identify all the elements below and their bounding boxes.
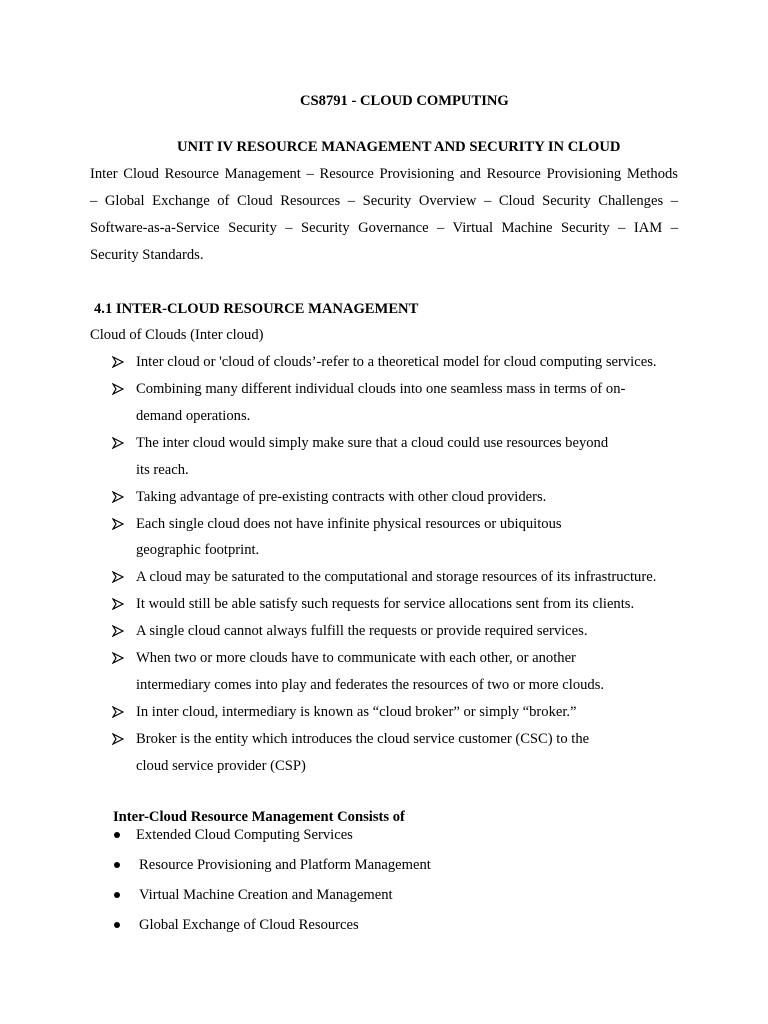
section-heading: 4.1 INTER-CLOUD RESOURCE MANAGEMENT (94, 301, 419, 317)
list-item: It would still be able satisfy such requests for service allocations sent from its clients. (136, 596, 635, 612)
bullet-dot-icon (114, 892, 120, 898)
list-item: A single cloud cannot always fulfill the requests or provide required services. (136, 623, 588, 639)
arrow-bullet-icon (112, 353, 126, 371)
list-item: When two or more clouds have to communicate with each other, or another (136, 650, 576, 666)
bullet-dot-icon (114, 922, 120, 928)
arrow-bullet-icon (112, 622, 126, 640)
bullet-dot-icon (114, 862, 120, 868)
list-item-continuation: geographic footprint. (136, 542, 260, 558)
course-title: CS8791 - CLOUD COMPUTING (300, 93, 509, 109)
list-item: Combining many different individual clouds into one seamless mass in terms of on- (136, 381, 626, 397)
subheading: Cloud of Clouds (Inter cloud) (90, 327, 264, 343)
list-item: In inter cloud, intermediary is known as “cloud broker” or simply “broker.” (136, 704, 577, 720)
arrow-bullet-icon (112, 703, 126, 721)
list-item: Inter cloud or 'cloud of clouds’-refer to a theoretical model for cloud computing services. (136, 354, 657, 370)
syllabus-line: Security Standards. (90, 247, 204, 263)
list-item-continuation: intermediary comes into play and federates the resources of two or more clouds. (136, 677, 605, 693)
arrow-bullet-icon (112, 595, 126, 613)
list-item-continuation: its reach. (136, 462, 189, 478)
syllabus-line: Software-as-a-Service Security – Security Governance – Virtual Machine Security – IAM – (90, 220, 678, 236)
arrow-bullet-icon (112, 649, 126, 667)
list-item: Taking advantage of pre-existing contracts with other cloud providers. (136, 489, 547, 505)
bullet-dot-icon (114, 832, 120, 838)
list-item: Virtual Machine Creation and Management (139, 887, 393, 903)
arrow-bullet-icon (112, 380, 126, 398)
list-item-continuation: cloud service provider (CSP) (136, 758, 306, 774)
list-item: A cloud may be saturated to the computational and storage resources of its infrastructure. (136, 569, 657, 585)
arrow-bullet-icon (112, 434, 126, 452)
arrow-bullet-icon (112, 730, 126, 748)
syllabus-line: – Global Exchange of Cloud Resources – Security Overview – Cloud Security Challenges – (90, 193, 678, 209)
list-item: Broker is the entity which introduces the cloud service customer (CSC) to the (136, 731, 590, 747)
list-item: The inter cloud would simply make sure that a cloud could use resources beyond (136, 435, 609, 451)
list-item: Resource Provisioning and Platform Management (139, 857, 431, 873)
list-item: Global Exchange of Cloud Resources (139, 917, 359, 933)
syllabus-line: Inter Cloud Resource Management – Resource Provisioning and Resource Provisioning Methods (90, 166, 678, 182)
list-item-continuation: demand operations. (136, 408, 251, 424)
arrow-bullet-icon (112, 568, 126, 586)
list-item: Extended Cloud Computing Services (136, 827, 353, 843)
list-item: Each single cloud does not have infinite physical resources or ubiquitous (136, 516, 562, 532)
consists-heading: Inter-Cloud Resource Management Consists of (113, 809, 405, 825)
unit-title: UNIT IV RESOURCE MANAGEMENT AND SECURITY IN CLOUD (177, 139, 621, 155)
arrow-bullet-icon (112, 488, 126, 506)
arrow-bullet-icon (112, 515, 126, 533)
